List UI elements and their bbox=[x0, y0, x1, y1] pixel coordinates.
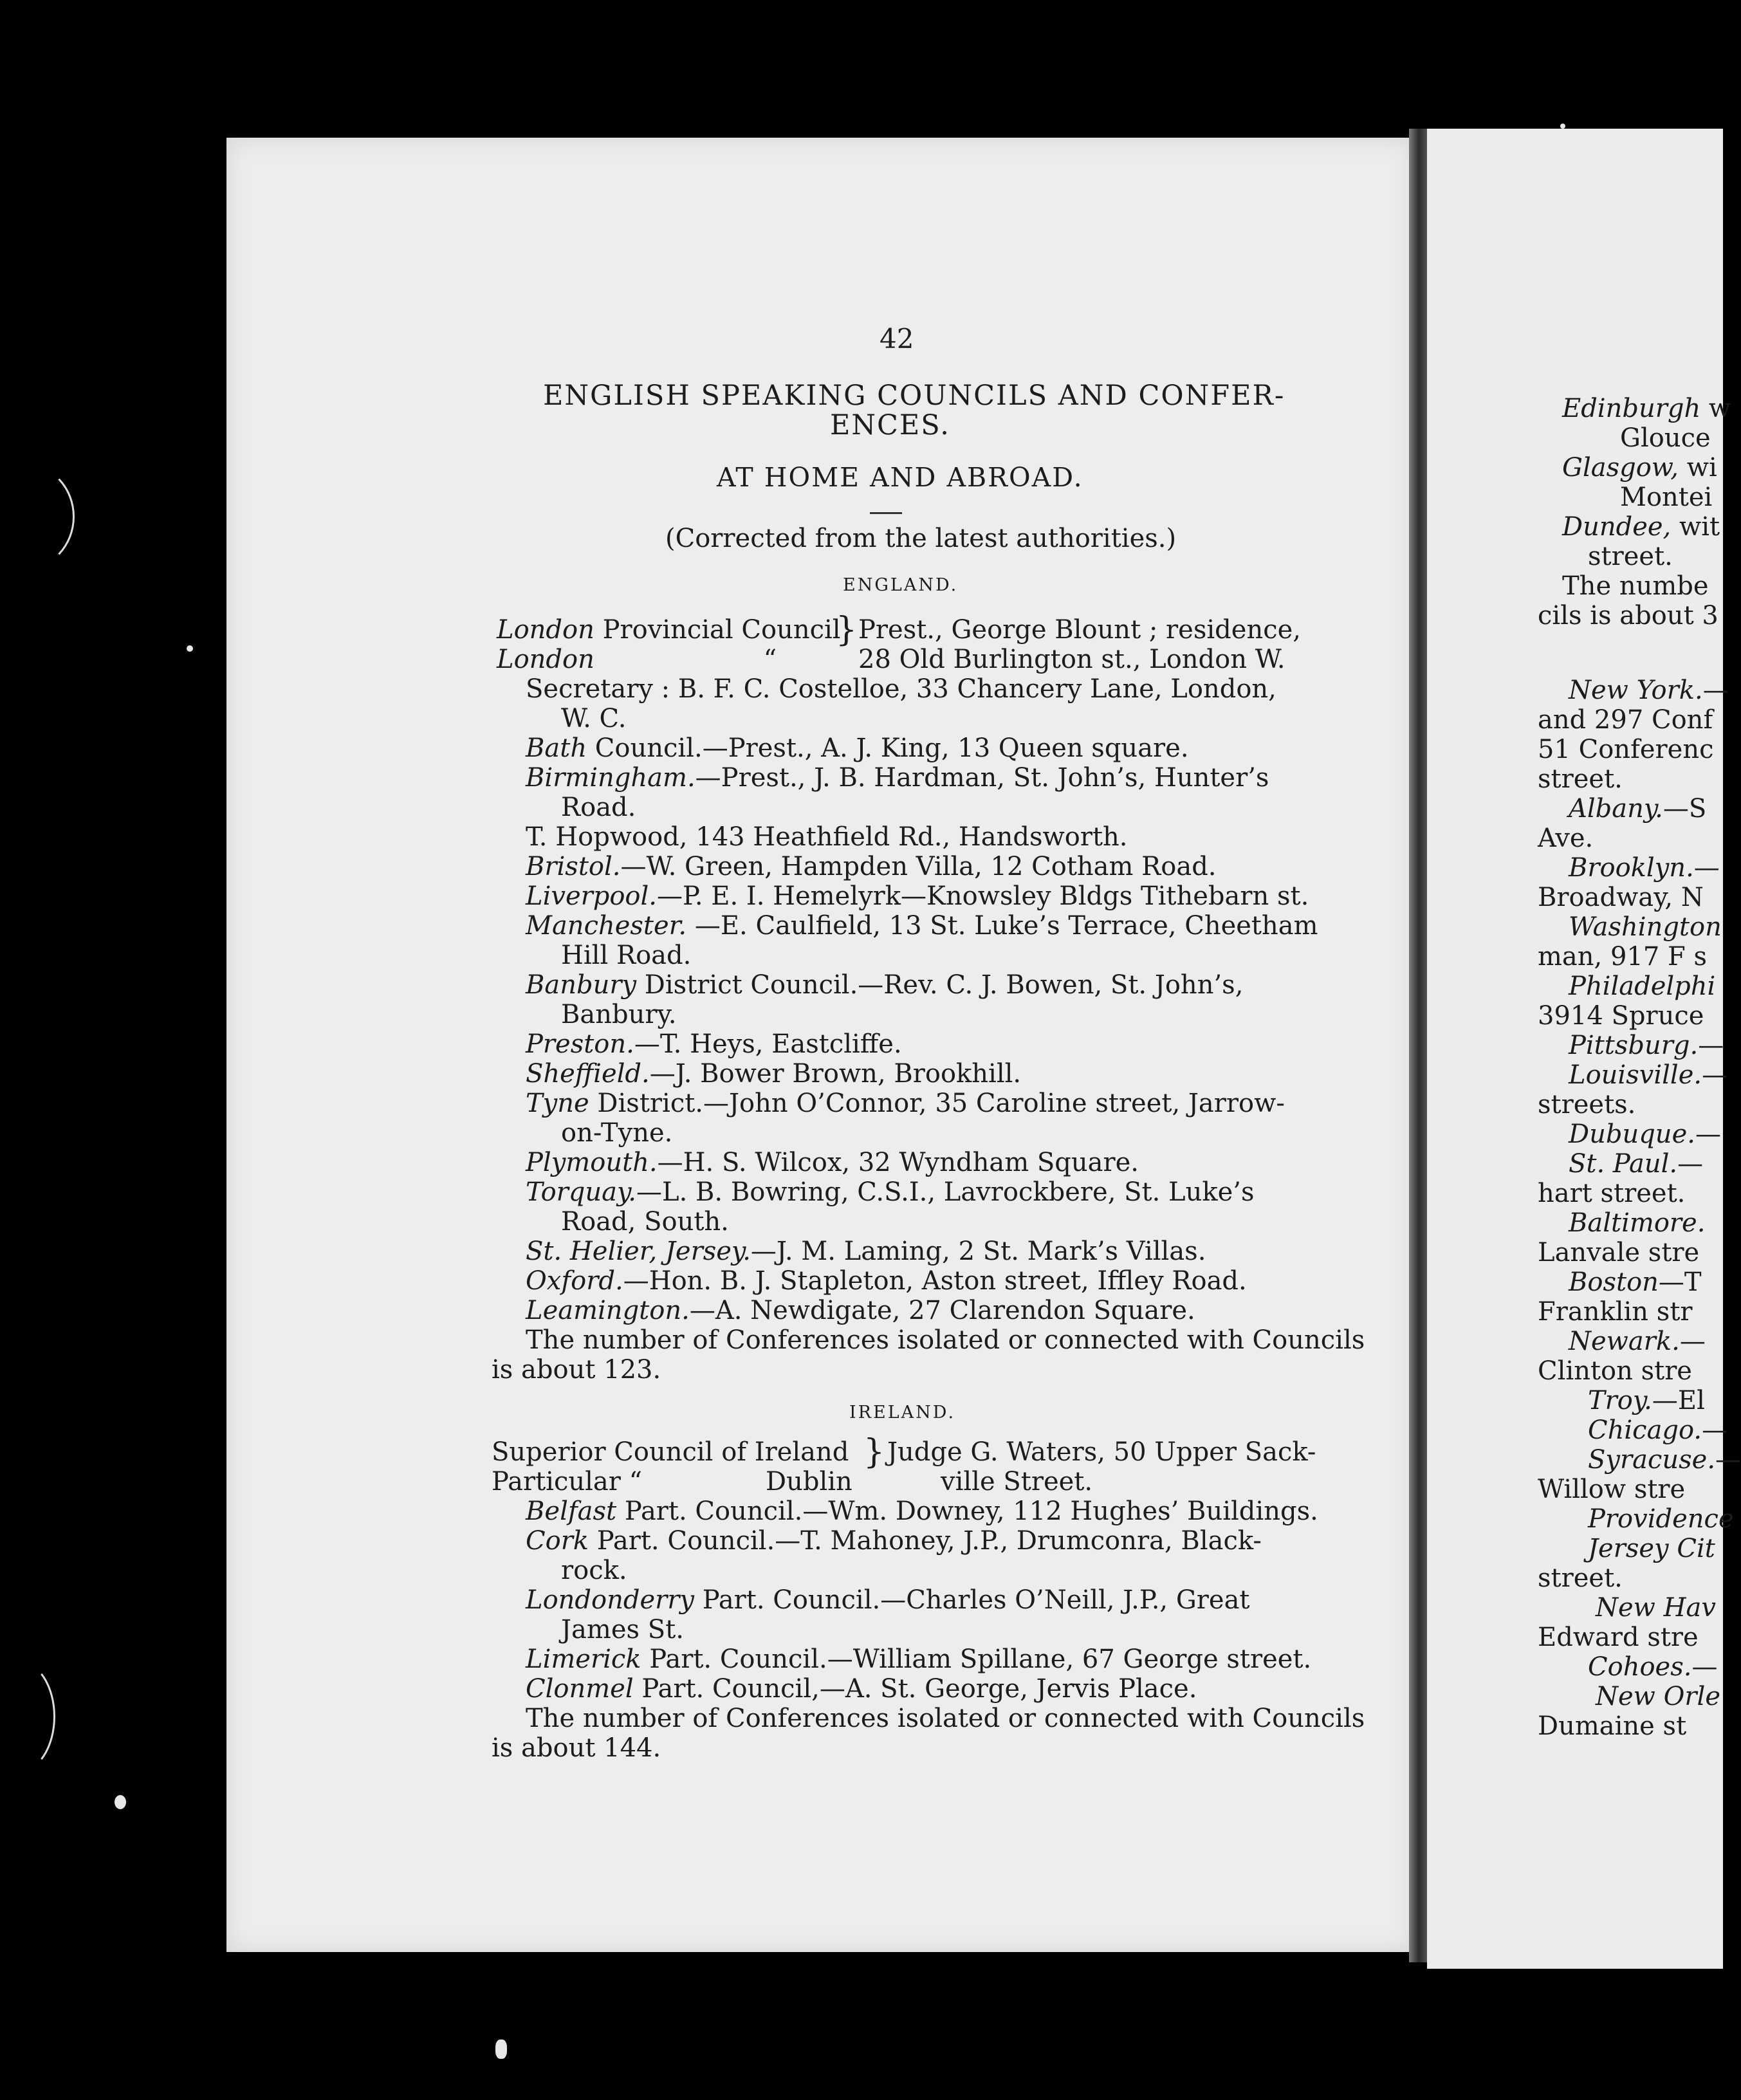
london-line-2 bbox=[497, 645, 777, 674]
right-line: Louisville.— bbox=[1569, 1060, 1728, 1090]
right-line: Franklin str bbox=[1538, 1297, 1693, 1327]
entry-line: Oxford.—Hon. B. J. Stapleton, Aston street, Iffley Road. bbox=[526, 1266, 1247, 1296]
right-line: Providence bbox=[1588, 1504, 1734, 1534]
right-line: Pittsburg.— bbox=[1569, 1031, 1724, 1060]
right-line: 51 Conferenc bbox=[1538, 735, 1714, 764]
england-summary-line1: The number of Conferences isolated or connected with Councils bbox=[526, 1325, 1365, 1355]
entry-line: Hill Road. bbox=[561, 941, 692, 970]
city-name: London bbox=[497, 645, 594, 674]
right-line: Glouce bbox=[1620, 423, 1711, 453]
right-line: street. bbox=[1588, 542, 1673, 571]
right-line: streets. bbox=[1538, 1090, 1636, 1119]
right-line: 3914 Spruce bbox=[1538, 1001, 1704, 1031]
entry-line: Cork Part. Council.—T. Mahoney, J.P., Drumconra, Black- bbox=[526, 1526, 1262, 1556]
entry-line: Leamington.—A. Newdigate, 27 Clarendon Square. bbox=[526, 1296, 1195, 1325]
right-line: Boston—T bbox=[1569, 1267, 1702, 1297]
right-line: hart street. bbox=[1538, 1179, 1686, 1208]
entry-line: Banbury. bbox=[561, 1000, 677, 1029]
right-line: Syracuse.— bbox=[1588, 1445, 1741, 1475]
particular-council-left: Particular “ bbox=[492, 1467, 643, 1497]
right-line: Willow stre bbox=[1538, 1475, 1686, 1504]
section-heading-ireland: IRELAND. bbox=[849, 1403, 956, 1423]
entry-line: Bath Council.—Prest., A. J. King, 13 Queen square. bbox=[526, 733, 1189, 763]
entry-line: St. Helier, Jersey.—J. M. Laming, 2 St. Mark’s Villas. bbox=[526, 1237, 1206, 1266]
page-title-line2: ENCES. bbox=[830, 409, 950, 441]
right-line: man, 917 F s bbox=[1538, 942, 1708, 972]
right-line: Cohoes.— bbox=[1588, 1652, 1718, 1682]
ireland-summary-line1: The number of Conferences isolated or connected with Councils bbox=[526, 1704, 1365, 1733]
right-line: Troy.—El bbox=[1588, 1386, 1705, 1415]
entry-line: rock. bbox=[561, 1556, 627, 1585]
right-line: Edinburgh w bbox=[1562, 394, 1731, 423]
right-line: New Orle bbox=[1596, 1682, 1721, 1711]
right-line: Edward stre bbox=[1538, 1623, 1699, 1652]
council-name: Provincial Council bbox=[602, 615, 841, 645]
ditto-mark: “ bbox=[763, 645, 777, 674]
entry-line: Torquay.—L. B. Bowring, C.S.I., Lavrockbere, St. Luke’s bbox=[526, 1177, 1255, 1207]
right-line: The numbe bbox=[1562, 571, 1709, 601]
left-page bbox=[226, 138, 1414, 1952]
right-line: Philadelphi bbox=[1569, 972, 1716, 1001]
england-summary-line2: is about 123. bbox=[492, 1355, 661, 1385]
secretary-line-cont: W. C. bbox=[561, 704, 627, 733]
entry-line: Sheffield.—J. Bower Brown, Brookhill. bbox=[526, 1059, 1022, 1089]
right-line: Montei bbox=[1620, 483, 1713, 512]
page-subtitle: AT HOME AND ABROAD. bbox=[717, 462, 1083, 493]
london-detail-1: Prest., George Blount ; residence, bbox=[858, 615, 1301, 645]
city-name: London bbox=[497, 615, 594, 645]
particular-council-right: ville Street. bbox=[941, 1467, 1093, 1497]
entry-line: Preston.—T. Heys, Eastcliffe. bbox=[526, 1029, 902, 1059]
secretary-line: Secretary : B. F. C. Costelloe, 33 Chancery Lane, London, bbox=[526, 674, 1276, 704]
entry-line: Londonderry Part. Council.—Charles O’Neill, J.P., Great bbox=[526, 1585, 1250, 1615]
right-line: New Hav bbox=[1596, 1593, 1716, 1623]
ireland-summary-line2: is about 144. bbox=[492, 1733, 661, 1763]
entry-line: Birmingham.—Prest., J. B. Hardman, St. John’s, Hunter’s bbox=[526, 763, 1269, 793]
right-line: Chicago.— bbox=[1588, 1415, 1728, 1445]
dust-mark bbox=[187, 645, 193, 652]
right-line: Dubuque.— bbox=[1569, 1119, 1721, 1149]
entry-line: T. Hopwood, 143 Heathfield Rd., Handsworth. bbox=[526, 822, 1128, 852]
right-line: Lanvale stre bbox=[1538, 1238, 1700, 1267]
title-rule bbox=[870, 512, 902, 514]
dust-mark bbox=[0, 463, 75, 570]
right-line: Jersey Cit bbox=[1588, 1534, 1715, 1563]
right-line: Broadway, N bbox=[1538, 883, 1704, 912]
right-line: Clinton stre bbox=[1538, 1356, 1692, 1386]
right-line: Washington bbox=[1569, 912, 1722, 942]
page-number: 42 bbox=[880, 323, 914, 355]
entry-line: on-Tyne. bbox=[561, 1118, 673, 1148]
entry-line: James St. bbox=[561, 1615, 684, 1644]
right-page bbox=[1427, 129, 1741, 1969]
page-title-line1: ENGLISH SPEAKING COUNCILS AND CONFER- bbox=[543, 380, 1285, 412]
source-note: (Corrected from the latest authorities.) bbox=[665, 524, 1177, 553]
right-line: Dundee, wit bbox=[1562, 512, 1720, 542]
right-line: Dumaine st bbox=[1538, 1711, 1687, 1741]
right-line: New York.— bbox=[1569, 676, 1729, 705]
right-line: St. Paul.— bbox=[1569, 1149, 1704, 1179]
dust-mark bbox=[0, 1660, 55, 1773]
dust-mark bbox=[495, 2040, 507, 2059]
entry-line: Tyne District.—John O’Connor, 35 Caroline street, Jarrow- bbox=[526, 1089, 1285, 1118]
right-line: Brooklyn.— bbox=[1569, 853, 1720, 883]
right-line: Baltimore. bbox=[1569, 1208, 1706, 1238]
right-line: Newark.— bbox=[1569, 1327, 1706, 1356]
section-heading-england: ENGLAND. bbox=[843, 575, 959, 595]
entry-line: Road, South. bbox=[561, 1207, 729, 1237]
entry-line: Plymouth.—H. S. Wilcox, 32 Wyndham Square. bbox=[526, 1148, 1139, 1177]
book-gutter bbox=[1409, 129, 1427, 1962]
entry-line: Banbury District Council.—Rev. C. J. Bowen, St. John’s, bbox=[526, 970, 1244, 1000]
superior-council-left: Superior Council of Ireland bbox=[492, 1437, 849, 1467]
right-line: street. bbox=[1538, 1563, 1623, 1593]
right-line: cils is about 3 bbox=[1538, 601, 1718, 631]
dust-mark bbox=[1560, 124, 1565, 129]
entry-line: Bristol.—W. Green, Hampden Villa, 12 Cotham Road. bbox=[526, 852, 1217, 881]
entry-line: Road. bbox=[561, 793, 636, 822]
entry-line: Limerick Part. Council.—William Spillane, 67 George street. bbox=[526, 1644, 1312, 1674]
particular-council-city: Dublin bbox=[766, 1467, 852, 1497]
entry-line: Manchester. —E. Caulfield, 13 St. Luke’s Terrace, Cheetham bbox=[526, 911, 1318, 941]
right-line: Ave. bbox=[1538, 824, 1594, 853]
dust-mark bbox=[115, 1795, 126, 1809]
right-line: Albany.—S bbox=[1569, 794, 1707, 824]
entry-line: Liverpool.—P. E. I. Hemelyrk—Knowsley Bldgs Tithebarn st. bbox=[526, 881, 1309, 911]
right-line: street. bbox=[1538, 764, 1623, 794]
superior-council-right: Judge G. Waters, 50 Upper Sack- bbox=[887, 1437, 1316, 1467]
entry-line: Clonmel Part. Council,—A. St. George, Jervis Place. bbox=[526, 1674, 1197, 1704]
london-line-1 bbox=[497, 615, 841, 645]
entry-line: Belfast Part. Council.—Wm. Downey, 112 Hughes’ Buildings. bbox=[526, 1497, 1318, 1526]
london-detail-2: 28 Old Burlington st., London W. bbox=[858, 645, 1285, 674]
right-line: and 297 Conf bbox=[1538, 705, 1713, 735]
brace-mark: } bbox=[836, 611, 858, 649]
right-line: Glasgow, wi bbox=[1562, 453, 1717, 483]
brace-mark: } bbox=[863, 1433, 885, 1471]
